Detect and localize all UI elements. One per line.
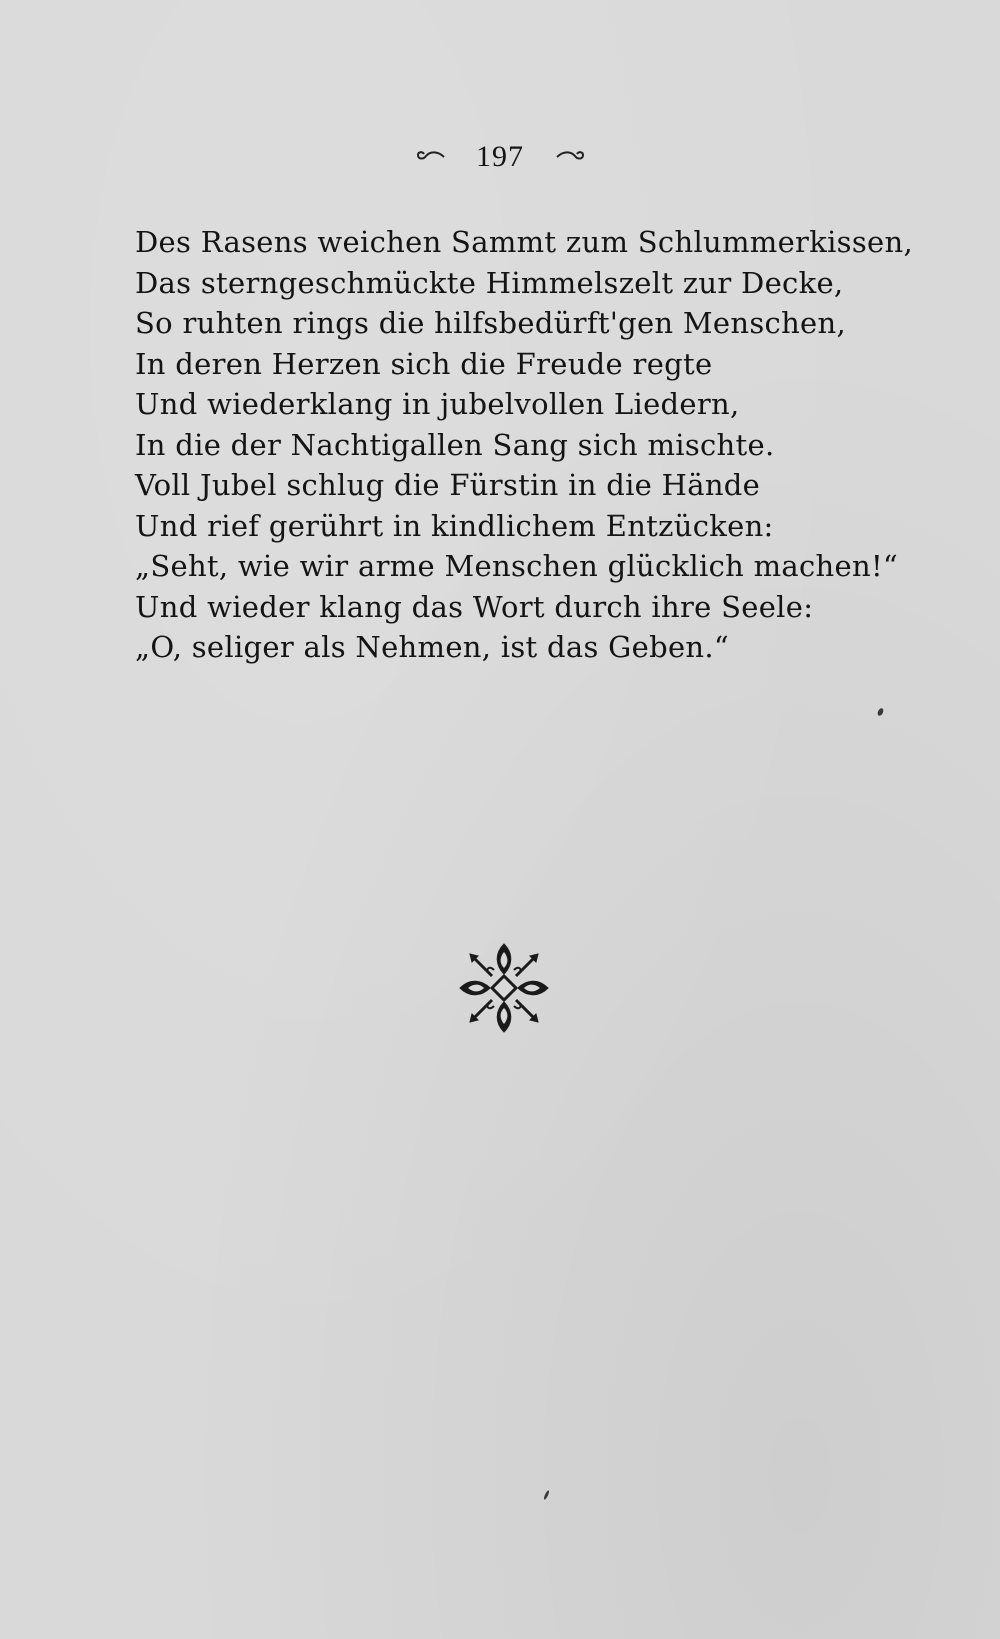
poem-line: Und wiederklang in jubelvollen Liedern, [135, 387, 740, 421]
page-number: 197 [476, 140, 524, 174]
page-header [0, 138, 1000, 174]
floral-cross-vignette-icon [456, 940, 552, 1036]
poem-line: In deren Herzen sich die Freude regte [135, 346, 713, 381]
poem-line: „O, seliger als Nehmen, ist das Geben.“ [135, 630, 730, 664]
poem-line: Und wieder klang das Wort durch ihre Seele: [135, 589, 814, 624]
poem-line: „Seht, wie wir arme Menschen glücklich machen!“ [135, 549, 899, 583]
ornament-right-icon [555, 144, 585, 170]
paper-speck [877, 707, 885, 716]
poem-line: Voll Jubel schlug die Fürstin in die Hände [135, 468, 761, 502]
poem-text [135, 222, 913, 668]
poem-line: Des Rasens weichen Sammt zum Schlummerkissen, [135, 225, 913, 259]
poem-line: Und rief gerührt in kindlichem Entzücken: [135, 508, 774, 543]
paper-speck [543, 1490, 550, 1500]
ornament-left-icon [416, 144, 446, 170]
poem-line: In die der Nachtigallen Sang sich mischte. [135, 427, 775, 462]
poem-line: So ruhten rings die hilfsbedürft'gen Menschen, [135, 306, 847, 340]
poem-line: Das sterngeschmückte Himmelszelt zur Decke, [135, 265, 844, 300]
